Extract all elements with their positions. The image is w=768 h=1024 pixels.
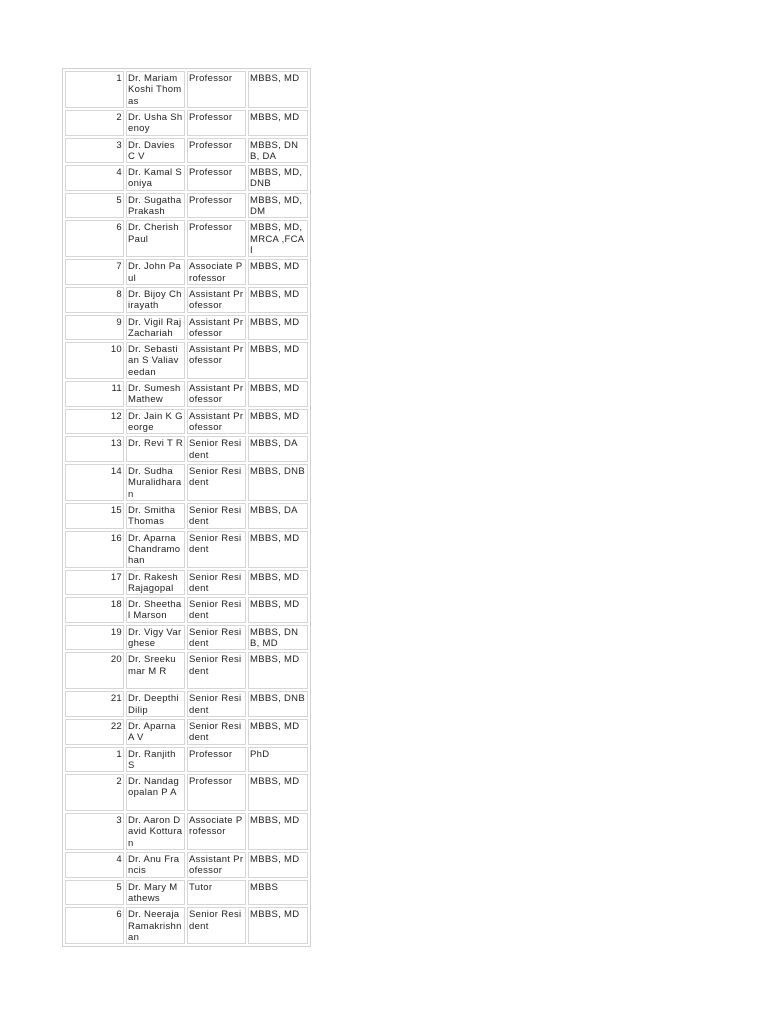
faculty-qualification: MBBS, MD — [248, 813, 308, 850]
faculty-designation: Professor — [187, 138, 246, 164]
faculty-designation: Associate Professor — [187, 813, 246, 850]
faculty-qualification: MBBS, MD — [248, 570, 308, 596]
faculty-designation: Professor — [187, 774, 246, 811]
table-row — [65, 165, 308, 191]
row-number: 8 — [65, 287, 124, 313]
table-row — [65, 531, 308, 568]
faculty-name: Dr. Sreekumar M R — [126, 652, 185, 689]
faculty-qualification: MBBS, MD — [248, 287, 308, 313]
row-number: 9 — [65, 315, 124, 341]
faculty-qualification: MBBS, DA — [248, 503, 308, 529]
row-number: 10 — [65, 342, 124, 379]
faculty-designation: Tutor — [187, 880, 246, 906]
faculty-qualification: MBBS, MD — [248, 652, 308, 689]
table-row — [65, 110, 308, 136]
faculty-designation: Assistant Professor — [187, 409, 246, 435]
faculty-name: Dr. Vigy Varghese — [126, 625, 185, 651]
faculty-designation: Assistant Professor — [187, 342, 246, 379]
faculty-designation: Senior Resident — [187, 570, 246, 596]
faculty-name: Dr. Mary Mathews — [126, 880, 185, 906]
faculty-name: Dr. Rakesh Rajagopal — [126, 570, 185, 596]
faculty-name: Dr. Ranjith S — [126, 747, 185, 773]
faculty-designation: Assistant Professor — [187, 315, 246, 341]
faculty-designation: Senior Resident — [187, 531, 246, 568]
faculty-designation: Senior Resident — [187, 625, 246, 651]
faculty-qualification: MBBS, MD — [248, 597, 308, 623]
faculty-qualification: MBBS, MD, MRCA ,FCAI — [248, 220, 308, 257]
faculty-name: Dr. John Paul — [126, 259, 185, 285]
table-row — [65, 259, 308, 285]
row-number: 18 — [65, 597, 124, 623]
faculty-name: Dr. Smitha Thomas — [126, 503, 185, 529]
faculty-name: Dr. Davies C V — [126, 138, 185, 164]
row-number: 3 — [65, 813, 124, 850]
faculty-qualification: MBBS, MD, DM — [248, 193, 308, 219]
faculty-table — [62, 68, 311, 947]
faculty-name: Dr. Anu Francis — [126, 852, 185, 878]
faculty-qualification: MBBS, MD — [248, 381, 308, 407]
faculty-name: Dr. Neeraja Ramakrishnan — [126, 907, 185, 944]
table-row — [65, 625, 308, 651]
row-number: 17 — [65, 570, 124, 596]
table-row — [65, 852, 308, 878]
row-number: 22 — [65, 719, 124, 745]
faculty-qualification: PhD — [248, 747, 308, 773]
table-row — [65, 652, 308, 689]
faculty-qualification: MBBS, MD — [248, 774, 308, 811]
row-number: 15 — [65, 503, 124, 529]
faculty-qualification: MBBS, MD — [248, 531, 308, 568]
faculty-name: Dr. Sudha Muralidharan — [126, 464, 185, 501]
row-number: 5 — [65, 880, 124, 906]
row-number: 4 — [65, 852, 124, 878]
row-number: 14 — [65, 464, 124, 501]
table-row — [65, 381, 308, 407]
table-row — [65, 71, 308, 108]
row-number: 1 — [65, 747, 124, 773]
faculty-name: Dr. Aparna Chandramohan — [126, 531, 185, 568]
faculty-qualification: MBBS — [248, 880, 308, 906]
faculty-name: Dr. Jain K George — [126, 409, 185, 435]
faculty-qualification: MBBS, DNB — [248, 464, 308, 501]
table-row — [65, 287, 308, 313]
table-row — [65, 220, 308, 257]
table-row — [65, 409, 308, 435]
faculty-qualification: MBBS, MD — [248, 342, 308, 379]
faculty-name: Dr. Usha Shenoy — [126, 110, 185, 136]
faculty-designation: Senior Resident — [187, 503, 246, 529]
faculty-qualification: MBBS, DNB — [248, 691, 308, 717]
row-number: 5 — [65, 193, 124, 219]
faculty-designation: Professor — [187, 747, 246, 773]
faculty-qualification: MBBS, MD — [248, 259, 308, 285]
table-row — [65, 436, 308, 462]
faculty-name: Dr. Nandagopalan P A — [126, 774, 185, 811]
faculty-name: Dr. Deepthi Dilip — [126, 691, 185, 717]
faculty-qualification: MBBS, MD — [248, 852, 308, 878]
table-row — [65, 193, 308, 219]
row-number: 20 — [65, 652, 124, 689]
faculty-qualification: MBBS, MD — [248, 71, 308, 108]
faculty-designation: Associate Professor — [187, 259, 246, 285]
faculty-designation: Professor — [187, 71, 246, 108]
table-row — [65, 691, 308, 717]
table-row — [65, 597, 308, 623]
faculty-designation: Assistant Professor — [187, 381, 246, 407]
faculty-designation: Professor — [187, 110, 246, 136]
row-number: 6 — [65, 220, 124, 257]
table-row — [65, 342, 308, 379]
faculty-designation: Professor — [187, 220, 246, 257]
faculty-qualification: MBBS, MD, DNB — [248, 165, 308, 191]
table-row — [65, 464, 308, 501]
faculty-designation: Senior Resident — [187, 719, 246, 745]
faculty-designation: Assistant Professor — [187, 287, 246, 313]
row-number: 7 — [65, 259, 124, 285]
faculty-name: Dr. Vigil Raj Zachariah — [126, 315, 185, 341]
faculty-designation: Senior Resident — [187, 436, 246, 462]
table-row — [65, 503, 308, 529]
faculty-name: Dr. Aparna A V — [126, 719, 185, 745]
faculty-name: Dr. Sebastian S Valiaveedan — [126, 342, 185, 379]
faculty-designation: Professor — [187, 193, 246, 219]
table-row — [65, 315, 308, 341]
row-number: 2 — [65, 774, 124, 811]
row-number: 11 — [65, 381, 124, 407]
faculty-qualification: MBBS, MD — [248, 907, 308, 944]
table-row — [65, 747, 308, 773]
faculty-designation: Senior Resident — [187, 464, 246, 501]
table-row — [65, 774, 308, 811]
faculty-name: Dr. Aaron David Kotturan — [126, 813, 185, 850]
faculty-qualification: MBBS, DNB, DA — [248, 138, 308, 164]
faculty-name: Dr. Cherish Paul — [126, 220, 185, 257]
faculty-name: Dr. Sugatha Prakash — [126, 193, 185, 219]
faculty-qualification: MBBS, DNB, MD — [248, 625, 308, 651]
faculty-qualification: MBBS, MD — [248, 409, 308, 435]
row-number: 3 — [65, 138, 124, 164]
faculty-qualification: MBBS, DA — [248, 436, 308, 462]
row-number: 1 — [65, 71, 124, 108]
row-number: 19 — [65, 625, 124, 651]
faculty-designation: Senior Resident — [187, 691, 246, 717]
table-row — [65, 880, 308, 906]
faculty-name: Dr. Mariam Koshi Thomas — [126, 71, 185, 108]
faculty-designation: Senior Resident — [187, 597, 246, 623]
faculty-designation: Senior Resident — [187, 907, 246, 944]
table-row — [65, 570, 308, 596]
row-number: 16 — [65, 531, 124, 568]
faculty-designation: Assistant Professor — [187, 852, 246, 878]
faculty-qualification: MBBS, MD — [248, 315, 308, 341]
faculty-qualification: MBBS, MD — [248, 110, 308, 136]
row-number: 2 — [65, 110, 124, 136]
faculty-qualification: MBBS, MD — [248, 719, 308, 745]
faculty-designation: Senior Resident — [187, 652, 246, 689]
faculty-designation: Professor — [187, 165, 246, 191]
row-number: 12 — [65, 409, 124, 435]
row-number: 13 — [65, 436, 124, 462]
table-row — [65, 719, 308, 745]
faculty-name: Dr. Bijoy Chirayath — [126, 287, 185, 313]
table-row — [65, 813, 308, 850]
faculty-name: Dr. Revi T R — [126, 436, 185, 462]
faculty-name: Dr. Sumesh Mathew — [126, 381, 185, 407]
faculty-name: Dr. Sheethal Marson — [126, 597, 185, 623]
faculty-table-body — [65, 71, 308, 944]
table-row — [65, 138, 308, 164]
row-number: 6 — [65, 907, 124, 944]
row-number: 4 — [65, 165, 124, 191]
table-row — [65, 907, 308, 944]
faculty-name: Dr. Kamal Soniya — [126, 165, 185, 191]
row-number: 21 — [65, 691, 124, 717]
